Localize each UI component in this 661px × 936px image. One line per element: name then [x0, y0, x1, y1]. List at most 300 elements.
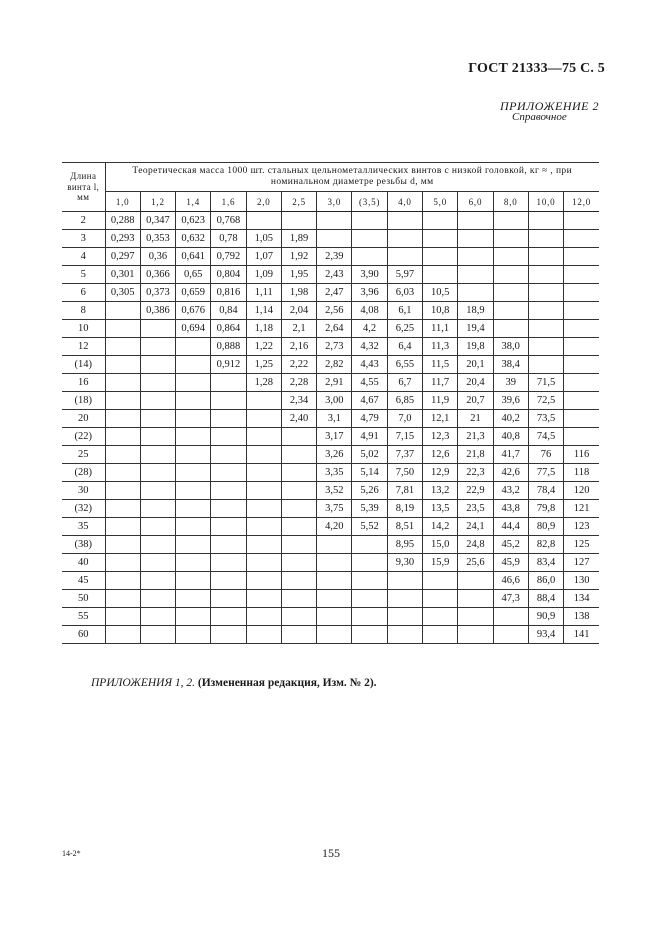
diameter-header: 1,6 — [211, 192, 246, 212]
mass-value-cell — [211, 446, 246, 464]
mass-value-cell: 40,8 — [493, 428, 528, 446]
mass-value-cell — [317, 608, 352, 626]
mass-value-cell — [387, 590, 422, 608]
mass-value-cell: 2,28 — [281, 374, 316, 392]
mass-value-cell: 24,8 — [458, 536, 493, 554]
mass-value-cell — [423, 266, 458, 284]
mass-value-cell: 22,3 — [458, 464, 493, 482]
mass-value-cell: 10,8 — [423, 302, 458, 320]
mass-value-cell — [352, 212, 387, 230]
length-cell: 55 — [62, 608, 105, 626]
mass-value-cell: 2,39 — [317, 248, 352, 266]
length-cell: 40 — [62, 554, 105, 572]
mass-value-cell — [176, 338, 211, 356]
length-cell: (28) — [62, 464, 105, 482]
mass-value-cell — [140, 338, 175, 356]
mass-value-cell — [458, 266, 493, 284]
mass-value-cell: 14,2 — [423, 518, 458, 536]
mass-value-cell — [176, 554, 211, 572]
mass-value-cell: 6,7 — [387, 374, 422, 392]
mass-value-cell — [564, 248, 599, 266]
mass-value-cell: 0,386 — [140, 302, 175, 320]
mass-value-cell — [528, 284, 563, 302]
mass-value-cell — [211, 626, 246, 644]
mass-value-cell: 47,3 — [493, 590, 528, 608]
diameter-header: 4,0 — [387, 192, 422, 212]
mass-value-cell — [176, 608, 211, 626]
mass-value-cell — [281, 446, 316, 464]
mass-value-cell: 2,56 — [317, 302, 352, 320]
table-row — [62, 410, 599, 428]
mass-value-cell — [140, 590, 175, 608]
mass-value-cell — [281, 608, 316, 626]
footer-mark: 14-2* — [62, 849, 81, 858]
mass-value-cell: 0,36 — [140, 248, 175, 266]
mass-value-cell — [493, 230, 528, 248]
table-row — [62, 626, 599, 644]
mass-value-cell: 8,19 — [387, 500, 422, 518]
mass-value-cell — [564, 284, 599, 302]
mass-value-cell — [176, 482, 211, 500]
mass-value-cell — [176, 356, 211, 374]
mass-value-cell — [564, 302, 599, 320]
mass-value-cell: 121 — [564, 500, 599, 518]
mass-value-cell: 74,5 — [528, 428, 563, 446]
document-code: ГОСТ 21333—75 С. 5 — [468, 61, 605, 76]
mass-value-cell: 21,3 — [458, 428, 493, 446]
mass-value-cell: 1,22 — [246, 338, 281, 356]
mass-value-cell: 1,28 — [246, 374, 281, 392]
diameter-header: 1,2 — [140, 192, 175, 212]
mass-value-cell: 0,301 — [105, 266, 140, 284]
mass-value-cell — [176, 590, 211, 608]
mass-value-cell: 5,52 — [352, 518, 387, 536]
table-row — [62, 320, 599, 338]
mass-value-cell — [211, 572, 246, 590]
mass-value-cell — [564, 266, 599, 284]
mass-value-cell: 8,51 — [387, 518, 422, 536]
amendment-note-appendices: ПРИЛОЖЕНИЯ 1, 2. — [91, 677, 196, 689]
table-row — [62, 518, 599, 536]
mass-value-cell — [105, 464, 140, 482]
diameter-header: 5,0 — [423, 192, 458, 212]
diameter-header: 8,0 — [493, 192, 528, 212]
diameter-header: 1,4 — [176, 192, 211, 212]
mass-value-cell: 3,26 — [317, 446, 352, 464]
length-cell: 10 — [62, 320, 105, 338]
mass-value-cell: 22,9 — [458, 482, 493, 500]
mass-value-cell: 0,366 — [140, 266, 175, 284]
mass-value-cell: 0,347 — [140, 212, 175, 230]
screw-mass-table — [62, 162, 599, 644]
mass-value-cell — [528, 230, 563, 248]
mass-value-cell — [493, 212, 528, 230]
mass-value-cell — [317, 536, 352, 554]
mass-value-cell — [352, 608, 387, 626]
mass-value-cell: 15,9 — [423, 554, 458, 572]
mass-value-cell: 11,5 — [423, 356, 458, 374]
mass-value-cell: 86,0 — [528, 572, 563, 590]
mass-value-cell — [423, 572, 458, 590]
mass-value-cell — [528, 266, 563, 284]
mass-value-cell — [211, 536, 246, 554]
diameter-header: 10,0 — [528, 192, 563, 212]
mass-value-cell — [105, 374, 140, 392]
length-cell: 3 — [62, 230, 105, 248]
mass-value-cell — [140, 572, 175, 590]
mass-value-cell: 116 — [564, 446, 599, 464]
mass-value-cell: 18,9 — [458, 302, 493, 320]
mass-value-cell: 44,4 — [493, 518, 528, 536]
mass-value-cell: 3,17 — [317, 428, 352, 446]
length-cell: 45 — [62, 572, 105, 590]
mass-value-cell: 5,26 — [352, 482, 387, 500]
mass-value-cell: 19,4 — [458, 320, 493, 338]
mass-value-cell: 3,52 — [317, 482, 352, 500]
mass-value-cell: 12,9 — [423, 464, 458, 482]
mass-value-cell — [211, 500, 246, 518]
mass-value-cell: 1,09 — [246, 266, 281, 284]
mass-value-cell — [105, 428, 140, 446]
mass-value-cell: 1,18 — [246, 320, 281, 338]
mass-value-cell: 2,04 — [281, 302, 316, 320]
mass-value-cell — [211, 392, 246, 410]
mass-value-cell: 120 — [564, 482, 599, 500]
mass-value-cell — [458, 212, 493, 230]
mass-value-cell: 88,4 — [528, 590, 563, 608]
mass-value-cell — [140, 500, 175, 518]
mass-value-cell — [140, 608, 175, 626]
length-cell: 25 — [62, 446, 105, 464]
table-row — [62, 302, 599, 320]
mass-value-cell: 1,05 — [246, 230, 281, 248]
appendix-type: Справочное — [512, 111, 567, 123]
mass-value-cell: 0,84 — [211, 302, 246, 320]
table-row — [62, 500, 599, 518]
mass-value-cell: 1,14 — [246, 302, 281, 320]
mass-value-cell: 11,9 — [423, 392, 458, 410]
mass-value-cell — [140, 320, 175, 338]
mass-value-cell: 0,864 — [211, 320, 246, 338]
mass-value-cell: 43,2 — [493, 482, 528, 500]
mass-value-cell: 1,95 — [281, 266, 316, 284]
mass-value-cell: 0,659 — [176, 284, 211, 302]
mass-value-cell — [352, 248, 387, 266]
length-cell: (22) — [62, 428, 105, 446]
mass-value-cell: 4,55 — [352, 374, 387, 392]
mass-value-cell: 13,2 — [423, 482, 458, 500]
mass-value-cell: 0,623 — [176, 212, 211, 230]
table-row — [62, 212, 599, 230]
mass-value-cell — [528, 302, 563, 320]
mass-value-cell — [140, 518, 175, 536]
mass-value-cell: 4,08 — [352, 302, 387, 320]
mass-value-cell — [423, 608, 458, 626]
mass-value-cell — [246, 410, 281, 428]
mass-value-cell — [246, 212, 281, 230]
mass-value-cell — [317, 626, 352, 644]
mass-value-cell: 0,912 — [211, 356, 246, 374]
mass-value-cell: 4,20 — [317, 518, 352, 536]
mass-value-cell — [564, 230, 599, 248]
mass-value-cell: 76 — [528, 446, 563, 464]
length-cell: 5 — [62, 266, 105, 284]
mass-value-cell: 0,305 — [105, 284, 140, 302]
mass-value-cell: 2,40 — [281, 410, 316, 428]
diameter-header: 2,0 — [246, 192, 281, 212]
mass-value-cell — [246, 518, 281, 536]
mass-value-cell — [211, 590, 246, 608]
mass-value-cell: 2,64 — [317, 320, 352, 338]
mass-value-cell — [105, 608, 140, 626]
mass-value-cell: 2,43 — [317, 266, 352, 284]
diameter-header: 2,5 — [281, 192, 316, 212]
mass-value-cell: 8,95 — [387, 536, 422, 554]
table-row — [62, 392, 599, 410]
length-cell: 12 — [62, 338, 105, 356]
mass-value-cell: 2,91 — [317, 374, 352, 392]
mass-value-cell — [246, 572, 281, 590]
mass-value-cell — [564, 356, 599, 374]
mass-value-cell: 0,65 — [176, 266, 211, 284]
mass-value-cell — [105, 392, 140, 410]
mass-value-cell — [281, 572, 316, 590]
mass-value-cell — [387, 608, 422, 626]
mass-value-cell — [140, 446, 175, 464]
mass-value-cell: 21 — [458, 410, 493, 428]
mass-value-cell: 2,34 — [281, 392, 316, 410]
mass-value-cell: 40,2 — [493, 410, 528, 428]
mass-value-cell — [105, 626, 140, 644]
mass-value-cell: 141 — [564, 626, 599, 644]
mass-value-cell — [176, 518, 211, 536]
page-number: 155 — [322, 846, 340, 860]
mass-value-cell: 0,632 — [176, 230, 211, 248]
mass-value-cell: 83,4 — [528, 554, 563, 572]
mass-value-cell — [211, 410, 246, 428]
mass-value-cell — [423, 212, 458, 230]
mass-value-cell: 1,07 — [246, 248, 281, 266]
length-cell: 16 — [62, 374, 105, 392]
mass-value-cell — [423, 248, 458, 266]
mass-value-cell — [211, 518, 246, 536]
mass-value-cell: 12,6 — [423, 446, 458, 464]
diameter-header-row — [62, 192, 599, 212]
mass-value-cell: 2,82 — [317, 356, 352, 374]
diameter-header: 1,0 — [105, 192, 140, 212]
mass-value-cell: 11,3 — [423, 338, 458, 356]
mass-value-cell: 7,37 — [387, 446, 422, 464]
mass-value-cell: 5,39 — [352, 500, 387, 518]
mass-value-cell — [105, 590, 140, 608]
mass-value-cell — [564, 374, 599, 392]
mass-value-cell: 12,3 — [423, 428, 458, 446]
table-row — [62, 608, 599, 626]
mass-value-cell — [564, 392, 599, 410]
mass-value-cell — [352, 590, 387, 608]
mass-value-cell — [387, 626, 422, 644]
mass-value-cell — [246, 590, 281, 608]
mass-value-cell: 79,8 — [528, 500, 563, 518]
mass-value-cell — [211, 608, 246, 626]
table-row — [62, 446, 599, 464]
mass-value-cell — [246, 392, 281, 410]
table-row — [62, 266, 599, 284]
mass-value-cell: 7,15 — [387, 428, 422, 446]
mass-value-cell — [105, 338, 140, 356]
table-row — [62, 248, 599, 266]
mass-value-cell — [317, 230, 352, 248]
mass-value-cell: 24,1 — [458, 518, 493, 536]
amendment-note-revision: (Измененная редакция, Изм. № 2). — [197, 677, 377, 689]
amendment-note — [91, 677, 377, 689]
mass-value-cell — [281, 428, 316, 446]
mass-value-cell: 1,11 — [246, 284, 281, 302]
mass-value-cell: 6,03 — [387, 284, 422, 302]
table-row — [62, 284, 599, 302]
mass-value-cell: 80,9 — [528, 518, 563, 536]
mass-value-cell: 5,97 — [387, 266, 422, 284]
length-cell: (38) — [62, 536, 105, 554]
mass-value-cell — [493, 266, 528, 284]
mass-value-cell: 43,8 — [493, 500, 528, 518]
mass-value-cell — [387, 572, 422, 590]
mass-description-header: Теоретическая масса 1000 шт. стальных цельнометаллических винтов с низкой головкой, кг ≈ , при номинальном диаметре резьбы d, мм — [105, 163, 599, 192]
mass-value-cell: 4,2 — [352, 320, 387, 338]
mass-value-cell: 7,50 — [387, 464, 422, 482]
mass-value-cell — [352, 572, 387, 590]
mass-value-cell: 20,7 — [458, 392, 493, 410]
mass-value-cell — [140, 410, 175, 428]
mass-value-cell: 38,0 — [493, 338, 528, 356]
mass-value-cell: 0,78 — [211, 230, 246, 248]
mass-value-cell: 78,4 — [528, 482, 563, 500]
mass-value-cell: 71,5 — [528, 374, 563, 392]
mass-value-cell: 134 — [564, 590, 599, 608]
mass-value-cell: 2,16 — [281, 338, 316, 356]
mass-value-cell — [211, 554, 246, 572]
mass-value-cell: 0,768 — [211, 212, 246, 230]
mass-value-cell: 23,5 — [458, 500, 493, 518]
mass-value-cell: 4,91 — [352, 428, 387, 446]
mass-value-cell — [458, 230, 493, 248]
mass-value-cell: 125 — [564, 536, 599, 554]
mass-value-cell — [246, 428, 281, 446]
length-cell: 35 — [62, 518, 105, 536]
mass-value-cell — [352, 626, 387, 644]
mass-value-cell: 73,5 — [528, 410, 563, 428]
mass-value-cell: 3,1 — [317, 410, 352, 428]
mass-value-cell: 6,55 — [387, 356, 422, 374]
mass-value-cell — [140, 356, 175, 374]
mass-value-cell — [387, 230, 422, 248]
mass-value-cell — [352, 536, 387, 554]
mass-value-cell: 5,02 — [352, 446, 387, 464]
mass-value-cell: 3,35 — [317, 464, 352, 482]
table-row — [62, 572, 599, 590]
mass-value-cell — [211, 464, 246, 482]
mass-value-cell — [211, 428, 246, 446]
mass-value-cell — [458, 572, 493, 590]
mass-value-cell: 4,67 — [352, 392, 387, 410]
mass-value-cell — [105, 518, 140, 536]
appendix-title: ПРИЛОЖЕНИЕ 2 — [500, 99, 599, 113]
mass-value-cell — [493, 248, 528, 266]
mass-value-cell — [105, 554, 140, 572]
mass-value-cell: 15,0 — [423, 536, 458, 554]
mass-value-cell: 19,8 — [458, 338, 493, 356]
mass-value-cell: 3,96 — [352, 284, 387, 302]
mass-value-cell: 0,816 — [211, 284, 246, 302]
length-cell: 60 — [62, 626, 105, 644]
mass-value-cell — [105, 482, 140, 500]
mass-value-cell: 0,792 — [211, 248, 246, 266]
length-column-header: Длина винта l, мм — [62, 163, 105, 212]
length-cell: 4 — [62, 248, 105, 266]
mass-value-cell: 9,30 — [387, 554, 422, 572]
mass-value-cell — [317, 554, 352, 572]
mass-value-cell — [246, 608, 281, 626]
mass-value-cell: 130 — [564, 572, 599, 590]
mass-value-cell: 45,2 — [493, 536, 528, 554]
mass-value-cell — [281, 536, 316, 554]
mass-value-cell — [281, 626, 316, 644]
mass-value-cell: 1,25 — [246, 356, 281, 374]
table-row — [62, 230, 599, 248]
mass-value-cell — [246, 446, 281, 464]
mass-value-cell — [105, 500, 140, 518]
mass-value-cell: 42,6 — [493, 464, 528, 482]
mass-value-cell — [281, 518, 316, 536]
mass-value-cell: 0,293 — [105, 230, 140, 248]
mass-value-cell: 0,373 — [140, 284, 175, 302]
mass-value-cell — [387, 248, 422, 266]
mass-value-cell: 123 — [564, 518, 599, 536]
mass-value-cell — [387, 212, 422, 230]
mass-value-cell — [493, 302, 528, 320]
mass-value-cell — [176, 626, 211, 644]
mass-value-cell: 0,888 — [211, 338, 246, 356]
mass-value-cell: 72,5 — [528, 392, 563, 410]
mass-value-cell: 45,9 — [493, 554, 528, 572]
mass-value-cell — [458, 626, 493, 644]
mass-value-cell — [176, 428, 211, 446]
table-row — [62, 554, 599, 572]
diameter-header: (3,5) — [352, 192, 387, 212]
mass-value-cell — [211, 374, 246, 392]
mass-value-cell: 3,00 — [317, 392, 352, 410]
mass-value-cell — [423, 626, 458, 644]
mass-value-cell: 21,8 — [458, 446, 493, 464]
mass-value-cell: 118 — [564, 464, 599, 482]
mass-value-cell — [493, 608, 528, 626]
mass-value-cell — [105, 446, 140, 464]
mass-value-cell: 6,1 — [387, 302, 422, 320]
mass-value-cell — [140, 536, 175, 554]
length-cell: (32) — [62, 500, 105, 518]
table-row — [62, 356, 599, 374]
mass-value-cell: 138 — [564, 608, 599, 626]
mass-value-cell: 20,4 — [458, 374, 493, 392]
mass-value-cell: 46,6 — [493, 572, 528, 590]
mass-value-cell — [281, 590, 316, 608]
mass-value-cell: 0,804 — [211, 266, 246, 284]
mass-value-cell — [281, 554, 316, 572]
mass-value-cell — [105, 302, 140, 320]
mass-value-cell — [176, 392, 211, 410]
mass-value-cell — [105, 356, 140, 374]
mass-value-cell — [176, 572, 211, 590]
